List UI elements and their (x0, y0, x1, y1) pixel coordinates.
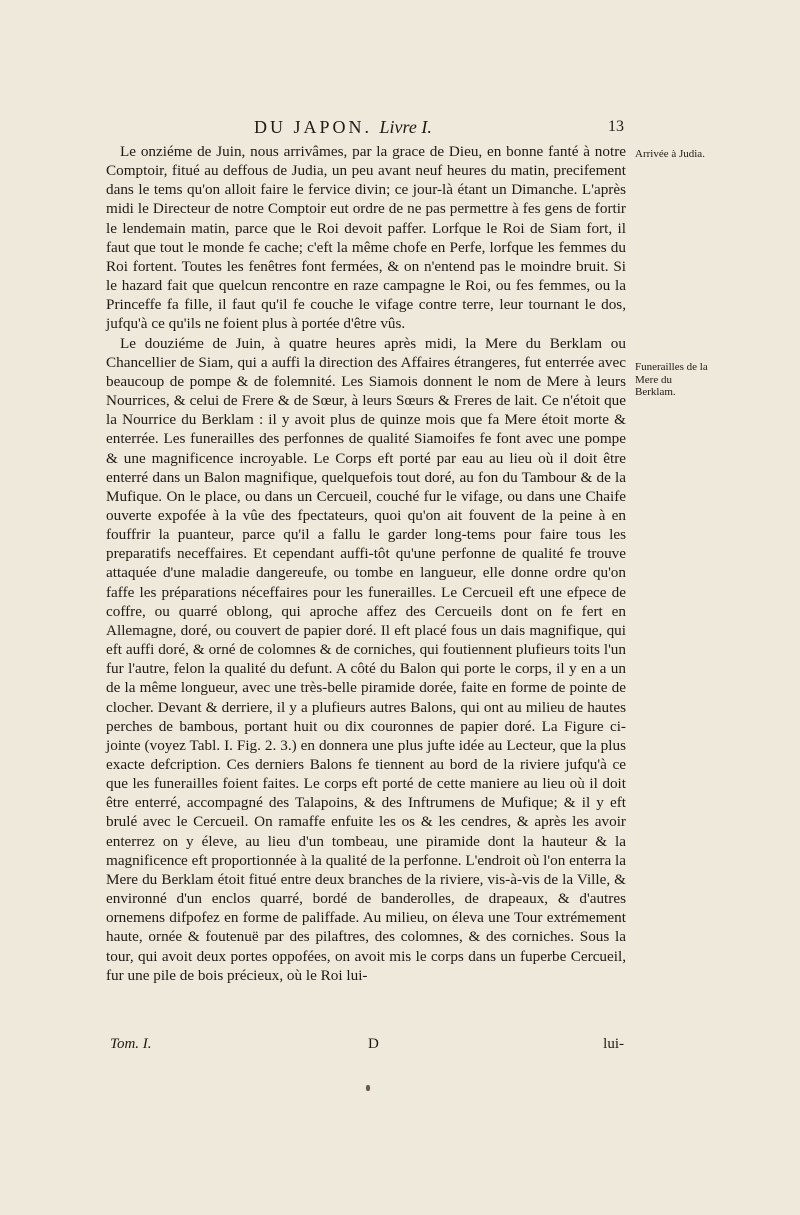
margin-note-arrival: Arrivée à Judia. (635, 148, 705, 160)
margin-note-funeral: Funerailles de la Mere du Berklam. (635, 361, 708, 398)
page-footer (108, 1034, 624, 1054)
footer-tome: Tom. I. (110, 1036, 152, 1052)
paragraph-arrival: Le onziéme de Juin, nous arrivâmes, par la grace de Dieu, en bonne fanté à notre Comptoir, fitué au deffous de Judia, un peu avant neuf heures du matin, precifement dans le tems qu'on alloit faire le fervice divin; ce jour-là étant un Dimanche. L'après midi le Directeur de notre Comptoir eut ordre de ne pas permettre à fes gens de fortir le lendemain matin, parce que le Roi devoit paffer. Lorfque le Roi de Siam fort, il faut que tout le monde fe cache; c'eft la même chofe en Perfe, lorfque les femmes du Roi fortent. Toutes les fenêtres font fermées, & on n'entend pas le moindre bruit. Si le hazard fait que quelcun rencontre en raze campagne le Roi, ou fes femmes, ou la Princeffe fa fille, il faut qu'il fe couche le vifage contre terre, leur tournant le dos, jufqu'à ce qu'ils ne foient plus à portée d'être vûs. (106, 143, 626, 333)
page-header (108, 116, 624, 138)
running-head (254, 116, 432, 138)
paragraph-funeral: Le douziéme de Juin, à quatre heures après midi, la Mere du Berklam ou Chancellier de Siam, qui a auffi la direction des Affaires étrangeres, fut enterrée avec beaucoup de pompe & de folemnité. Les Siamois donnent le nom de Mere à leurs Nourrices, & celui de Frere & de Sœur, à leurs Sœurs & Freres de lait. Ce n'étoit que la Nourrice du Berklam : il y avoit plus de quinze mois que fa Mere étoit morte & enterrée. Les funerailles des perfonnes de qualité Siamoifes fe font avec une pompe & une magnificence incroyable. Le Corps eft porté par eau au lieu où il doit être enterré dans un Balon magnifique, quelquefois tout doré, au fon du Tambour & de la Mufique. On le place, ou dans un Cercueil, couché fur le vifage, ou dans une Chaife ouverte expofée à la vûe des fpectateurs, quoi qu'on ait fouvent de la peine à en fouffrir la puanteur, parce qu'il a fallu le garder long-tems pour faire tous les preparatifs neceffaires. Et cependant auffi-tôt qu'une perfonne de qualité fe trouve attaquée d'une maladie dangereufe, ou tombe en langueur, elle donne ordre qu'on faffe les préparations néceffaires pour les funerailles. Le Cercueil eft une efpece de coffre, ou quarré oblong, qui aproche affez des Cercueils dont on fe fert en Allemagne, doré, ou couvert de papier doré. Il eft placé fous un dais magnifique, qui eft auffi doré, & orné de colomnes & de corniches, qui foutiennent plufieurs toits l'un fur l'autre, felon la qualité du defunt. A côté du Balon qui porte le corps, il y en a un de la même longueur, avec une très-belle piramide dorée, faite en forme de pointe de clocher. Devant & derriere, il y a plufieurs autres Balons, qui ont au milieu de hautes perches de bambous, portant huit ou dix couronnes de papier doré. La Figure ci-jointe (voyez Tabl. I. Fig. 2. 3.) en donnera une plus jufte idée au Lecteur, que la plus exacte defcription. Ces derniers Balons fe tiennent au bord de la riviere jufqu'à ce que les funerailles foient faites. Le corps eft porté de cette maniere au lieu où il doit être enterré, accompagné des Talapoins, & des Inftrumens de Mufique; & il y eft brulé avec le Cercueil. On ramaffe enfuite les os & les cendres, & après les avoir enterrez on y éleve, au lieu d'un tombeau, une piramide dont la hauteur & la magnificence eft proportionnée à la qualité de la perfonne. L'endroit où l'on enterra la Mere du Berklam étoit fitué entre deux branches de la riviere, vis-à-vis de la Ville, & environné d'un enclos quarré, bordé de banderolles, de drapeaux, & d'autres ornemens difpofez en forme de paliffade. Au milieu, on éleva une Tour extrémement haute, ornée & foutenuë par des pilaftres, des colomnes, & des corniches. Sous la tour, qui avoit deux portes oppofées, on avoit mis le corps dans un fuperbe Cercueil, fur une pile de bois précieux, où le Roi lui- (106, 334, 626, 984)
catchword: lui- (603, 1036, 624, 1052)
page-number: 13 (608, 118, 624, 135)
running-head-title: DU JAPON. (254, 117, 373, 137)
body-text (106, 142, 626, 985)
running-head-book: Livre I. (379, 117, 432, 137)
signature-mark: D (368, 1036, 379, 1052)
ink-speck (366, 1085, 370, 1091)
